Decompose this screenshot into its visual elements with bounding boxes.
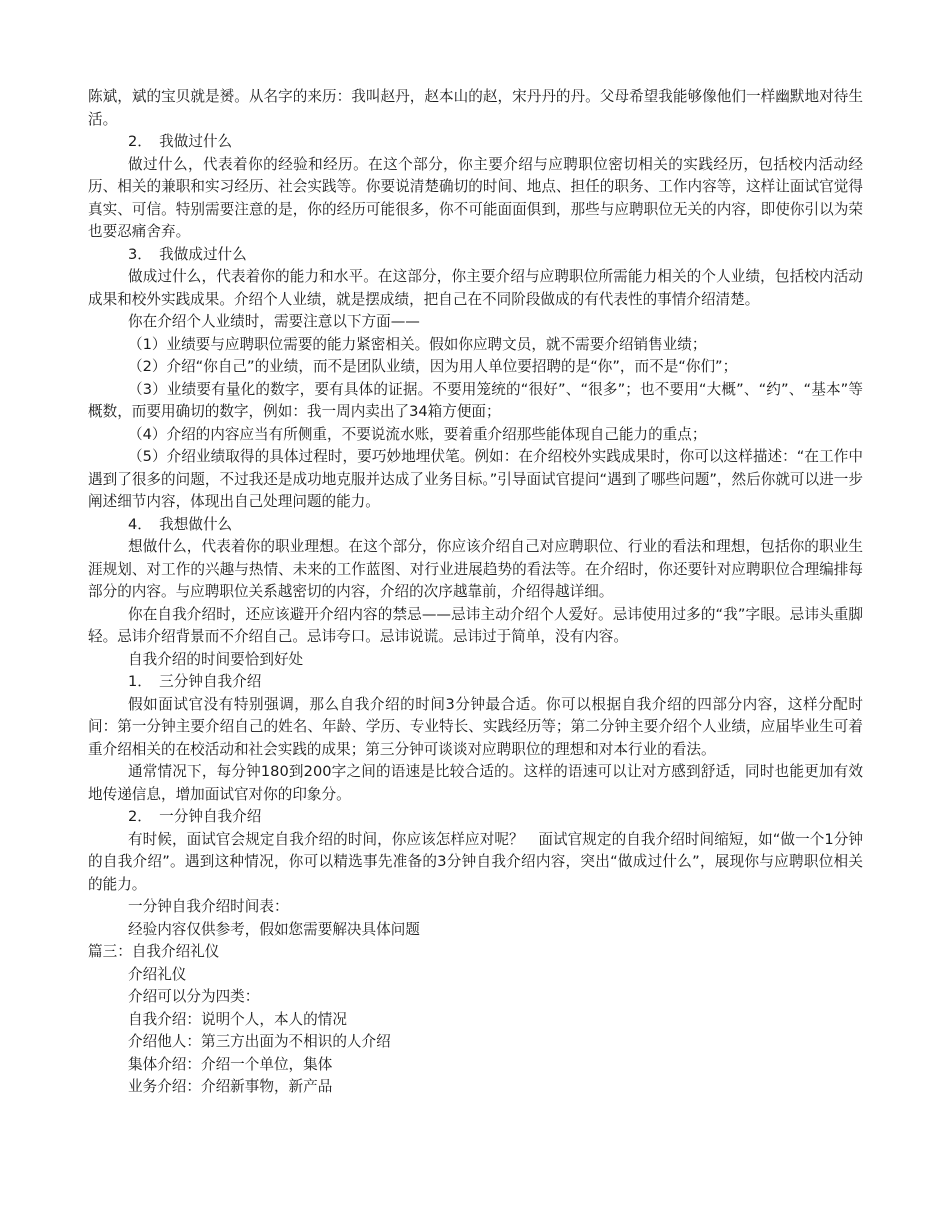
section-heading-etiquette: 篇三：自我介绍礼仪: [88, 943, 220, 960]
paragraph-speech-rate: 通常情况下，每分钟180到200字之间的语速是比较合适的。这样的语速可以让对方感到舒适，同时也能更加有效地传递信息，增加面试官对你的印象分。: [88, 763, 863, 803]
document-body: [88, 86, 863, 1099]
type-self-intro: 自我介绍：说明个人，本人的情况: [128, 1010, 347, 1028]
paragraph-career-ideal: 想做什么，代表着你的职业理想。在这个部分，你应该介绍自己对应聘职位、行业的看法和理想，包括你的职业生涯规划、对工作的兴趣与热情、未来的工作蓝图、对行业进展趋势的看法等。在介绍时，你还要针对应聘职位合理编排每部分的内容。与应聘职位关系越密切的内容，介绍的次序越靠前，介绍得越详细。: [88, 538, 863, 600]
paragraph-three-minute: 假如面试官没有特别强调，那么自我介绍的时间3分钟最合适。你可以根据自我介绍的四部分内容，这样分配时间：第一分钟主要介绍自己的姓名、年龄、学历、专业特长、实践经历等；第二分钟主要介绍个人业绩，应届毕业生可着重介绍相关的在校活动和社会实践的成果；第三分钟可谈谈对应聘职位的理想和对本行业的看法。: [88, 695, 863, 758]
paragraph-taboos: 你在自我介绍时，还应该避开介绍内容的禁忌——忌讳主动介绍个人爱好。忌讳使用过多的“我”字眼。忌讳头重脚轻。忌讳介绍背景而不介绍自己。忌讳夸口。忌讳说谎。忌讳过于简单，没有内容。: [88, 605, 863, 645]
type-group-intro: 集体介绍：介绍一个单位，集体: [128, 1055, 333, 1073]
heading-intro-etiquette: 介绍礼仪: [128, 965, 187, 983]
list-item-4: （4）介绍的内容应当有所侧重，不要说流水账，要着重介绍那些能体现自己能力的重点；: [128, 425, 707, 443]
list-item-2: （2）介绍“你自己”的业绩，而不是团队业绩，因为用人单位要招聘的是“你”，而不是“你们”；: [128, 358, 738, 375]
list-item-5: （5）介绍业绩取得的具体过程时，要巧妙地埋伏笔。例如：在介绍校外实践成果时，你可以这样描述：“在工作中遇到了很多的问题，不过我还是成功地克服并达成了业务目标。”引导面试官提问“遇到了哪些问题”，然后你就可以进一步阐述细节内容，体现出自己处理问题的能力。: [88, 448, 863, 510]
type-business-intro: 业务介绍：介绍新事物，新产品: [128, 1078, 333, 1095]
paragraph-four-types: 介绍可以分为四类：: [128, 988, 260, 1005]
paragraph-name-origin: 陈斌，斌的宝贝就是赟。从名字的来历：我叫赵丹，赵本山的赵，宋丹丹的丹。父母希望我能够像他们一样幽默地对待生活。: [88, 88, 863, 128]
heading-what-i-achieved: 3． 我做成过什么: [128, 245, 247, 263]
list-item-1: （1）业绩要与应聘职位需要的能力紧密相关。假如你应聘文员，就不需要介绍销售业绩；: [128, 335, 707, 353]
paragraph-one-minute: 有时候，面试官会规定自我介绍的时间，你应该怎样应对呢？ 面试官规定的自我介绍时间缩短，如“做一个1分钟的自我介绍”。遇到这种情况，你可以精选事先准备的3分钟自我介绍内容，突出“做成过什么”，展现你与应聘职位相关的能力。: [88, 830, 863, 893]
paragraph-achievements: 做成过什么，代表着你的能力和水平。在这部分，你主要介绍与应聘职位所需能力相关的个人业绩，包括校内活动成果和校外实践成果。介绍个人业绩，就是摆成绩，把自己在不同阶段做成的有代表性的事情介绍清楚。: [88, 268, 863, 308]
paragraph-experience: 做过什么，代表着你的经验和经历。在这个部分，你主要介绍与应聘职位密切相关的实践经历，包括校内活动经历、相关的兼职和实习经历、社会实践等。你要说清楚确切的时间、地点、担任的职务、工作内容等，这样让面试官觉得真实、可信。特别需要注意的是，你的经历可能很多，你不可能面面俱到，那些与应聘职位无关的内容，即使你引以为荣也要忍痛舍弃。: [88, 155, 863, 240]
type-others-intro: 介绍他人：第三方出面为不相识的人介绍: [128, 1033, 391, 1050]
paragraph-schedule: 一分钟自我介绍时间表：: [128, 898, 289, 915]
list-item-3: （3）业绩要有量化的数字，要有具体的证据。不要用笼统的“很好”、“很多”；也不要用“大概”、“约”、“基本”等概数，而要用确切的数字，例如：我一周内卖出了34箱方便面；: [88, 380, 863, 420]
paragraph-disclaimer: 经验内容仅供参考，假如您需要解决具体问题: [128, 920, 420, 938]
heading-one-minute: 2． 一分钟自我介绍: [128, 808, 262, 825]
heading-three-minute: 1． 三分钟自我介绍: [128, 673, 262, 690]
heading-timing: 自我介绍的时间要恰到好处: [128, 650, 304, 668]
heading-what-i-did: 2． 我做过什么: [128, 133, 233, 150]
paragraph-notes-intro: 你在介绍个人业绩时，需要注意以下方面——: [128, 313, 420, 330]
heading-what-i-want: 4． 我想做什么: [128, 515, 233, 533]
